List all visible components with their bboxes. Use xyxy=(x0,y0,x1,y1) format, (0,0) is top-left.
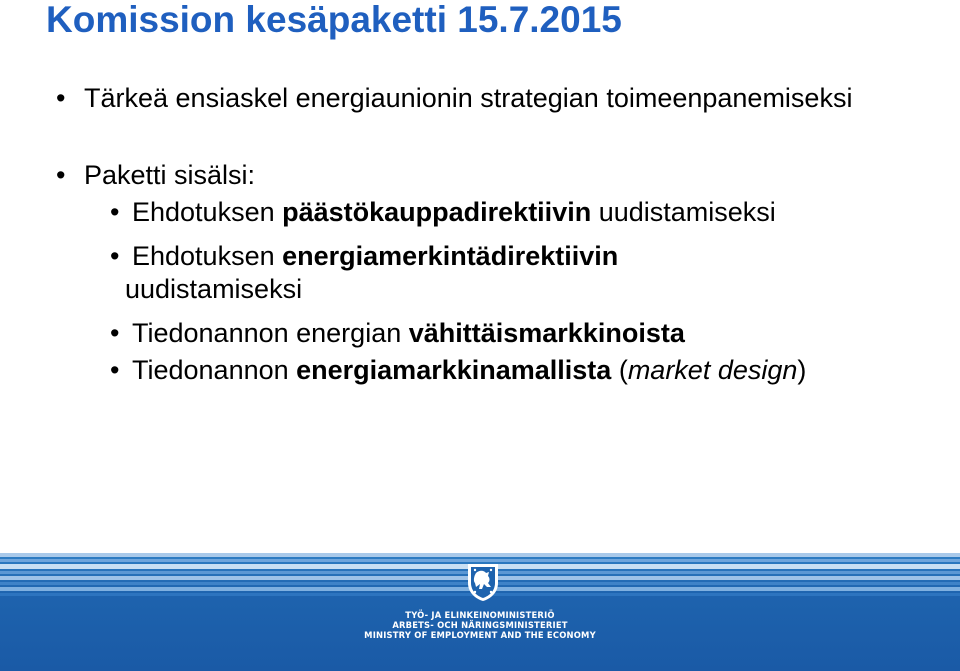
sub-bullet-item xyxy=(56,354,936,387)
bullet-marker: • xyxy=(110,241,120,271)
sub-bullet-text: Tiedonannon xyxy=(132,355,297,385)
sub-bullet-text: Ehdotuksen xyxy=(132,241,283,271)
sub-bullet-text: Ehdotuksen xyxy=(132,197,283,227)
sub-bullet-bold: päästökauppadirektiivin xyxy=(282,197,592,227)
bullet-marker: • xyxy=(56,83,66,113)
bullet-item xyxy=(56,159,936,192)
sub-bullet-item xyxy=(56,240,936,306)
sub-bullet-text: uudistamiseksi xyxy=(125,274,303,304)
sub-bullet-item xyxy=(56,196,936,229)
ministry-name-sv: ARBETS- OCH NÄRINGSMINISTERIET xyxy=(392,620,568,630)
sub-bullet-bold: energiamerkintädirektiivin xyxy=(282,241,619,271)
bullet-text: Tärkeä ensiaskel energiaunionin strategian toimeenpanemiseksi xyxy=(84,83,853,113)
sub-bullet-italic: market design xyxy=(627,355,798,385)
ministry-name-en: MINISTRY OF EMPLOYMENT AND THE ECONOMY xyxy=(364,630,596,640)
sub-bullet-bold: energiamarkkinamallista xyxy=(296,355,612,385)
bullet-marker: • xyxy=(110,318,120,348)
sub-bullet-item xyxy=(56,317,936,350)
ministry-name-fi: TYÖ- JA ELINKEINOMINISTERIÖ xyxy=(405,610,555,620)
slide-content xyxy=(56,82,936,387)
coat-of-arms-lion-icon xyxy=(462,561,504,603)
bullet-marker: • xyxy=(56,160,66,190)
sub-bullet-text: ) xyxy=(797,355,807,385)
sub-bullet-text: Tiedonannon energian xyxy=(132,318,409,348)
sub-bullet-text: ( xyxy=(611,355,628,385)
ministry-banner xyxy=(0,553,960,671)
ministry-name xyxy=(360,610,600,640)
sub-bullet-text: uudistamiseksi xyxy=(591,197,776,227)
bullet-marker: • xyxy=(110,355,120,385)
slide-title: Komission kesäpaketti 15.7.2015 xyxy=(46,0,622,40)
bullet-text: Paketti sisälsi: xyxy=(84,160,256,190)
sub-bullet-bold: vähittäismarkkinoista xyxy=(408,318,685,348)
bullet-marker: • xyxy=(110,197,120,227)
bullet-item xyxy=(56,82,936,115)
